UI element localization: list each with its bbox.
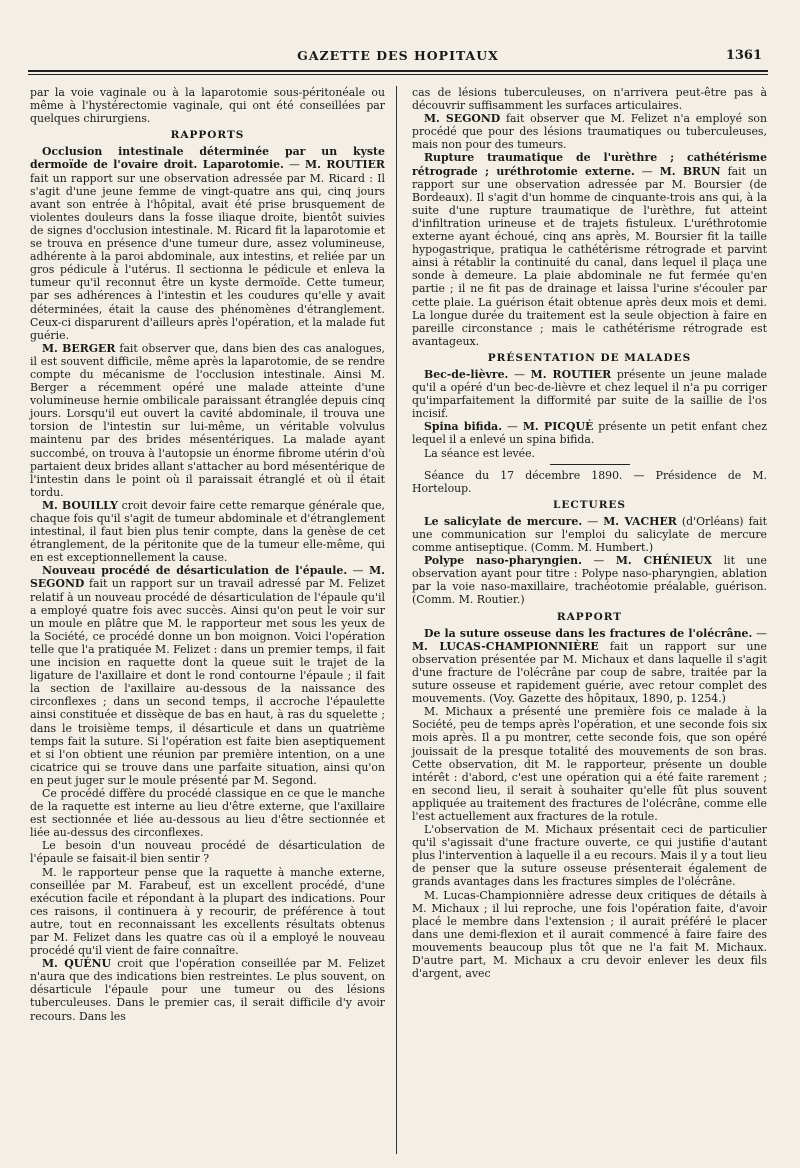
author-name: M. QUÉNU xyxy=(42,957,112,971)
article-title: Polype naso-pharyngien. xyxy=(424,554,582,568)
author-name: M. BRUN xyxy=(659,164,721,178)
paragraph-berger xyxy=(30,342,385,499)
author-name: M. LUCAS-CHAMPIONNIÈRE xyxy=(412,639,599,653)
article-text: fait un rapport sur une observation adressée par M. Boursier (de Bordeaux). Il s'agit d'un homme de cinquante-trois ans qui, à la suite d'une rupture traumatique de l'urèthre, fut atteint d'infiltration urineuse et de trajets fistuleux. L'uréthrotomie externe ayant échoué, cinq ans après, M. Boursier fit la taille hypogastrique, pratiqua le cathétérisme rétrograde et parvint ainsi à rétablir la continuité du canal, dans lequel il plaça une sonde à demeure. La plaie abdominale ne fut fermée qu'en partie ; il ne fit pas de drainage et laissa l'urine s'écouler par cette plaie. La guérison était obtenue après deux mois et demi. La longue durée du traitement est la seule objection à faire en pareille circonstance ; mais le cathétérisme rétrograde est avantageux. xyxy=(412,164,767,348)
author-name: M. SEGOND xyxy=(424,112,501,126)
article-title: Bec-de-lièvre. xyxy=(424,367,509,381)
page-number: 1361 xyxy=(725,48,762,63)
author-name: M. ROUTIER xyxy=(305,158,385,172)
paragraph-segond xyxy=(412,112,767,151)
dash: — xyxy=(582,514,604,528)
paragraph: M. le rapporteur pense que la raquette à manche externe, conseillée par M. Farabeuf, est un excellent procédé, d'une exécution facile et répondant à la plupart des indications. Pour ces raisons, il continuera à y recourir, de préférence à tout autre, tout en reconnaissant les excellents résultats obtenus par M. Felizet dans les quatre cas où il a employé le nouveau procédé qu'il vient de faire connaître. xyxy=(30,865,385,958)
page-header xyxy=(28,46,768,68)
paragraph: par la voie vaginale ou à la laparotomie sous-péritonéale ou même à l'hystérectomie vaginale, qui ont été conseillées par quelques chirurgiens. xyxy=(30,86,385,126)
dash: — xyxy=(347,564,370,578)
article-text: présente un petit enfant chez lequel il a enlevé un spina bifida. xyxy=(412,420,767,447)
paragraph: Le besoin d'un nouveau procédé de désarticulation de l'épaule se faisait-il bien sentir ? xyxy=(30,839,385,866)
article-title: Le salicylate de mercure. xyxy=(424,514,583,528)
article-polype xyxy=(412,554,767,606)
author-name: M. BERGER xyxy=(42,341,116,355)
paragraph-text: croit que l'opération conseillée par M. Felizet n'aura que des indications bien restreintes. Le plus souvent, on désarticule l'épaule pour une tumeur ou des lésions tuberculeuses. Dans le premier cas, il serait difficile d'y avoir recours. Dans les xyxy=(30,957,385,1023)
section-heading-rapports: RAPPORTS xyxy=(170,129,245,142)
author-name: M. ROUTIER xyxy=(530,367,612,381)
article-title: Rupture traumatique de l'urèthre ; cathétérisme rétrograde ; uréthrotomie externe. xyxy=(412,151,767,178)
article-suture-osseuse xyxy=(412,627,767,706)
article-desarticulation xyxy=(30,564,385,787)
author-name: M. CHÉNIEUX xyxy=(615,554,713,568)
section-heading-presentation: PRÉSENTATION DE MALADES xyxy=(487,351,692,364)
article-title: Spina bifida. xyxy=(424,420,503,434)
article-salicylate xyxy=(412,515,767,554)
paragraph-text: fait observer que M. Felizet n'a employé son procédé que pour des lésions traumatiques ou tuberculeuses, mais non pour des tumeurs. xyxy=(412,112,767,152)
session-line: Séance du 17 décembre 1890. — Présidence de M. Horteloup. xyxy=(412,468,767,495)
paragraph: M. Michaux a présenté une première fois ce malade à la Société, peu de temps après l'opération, et une seconde fois six mois après. Il a pu montrer, cette seconde fois, que son opéré jouissait de la presque totalité des mouvements de son bras. Cette observation, dit M. le rapporteur, présente un double intérêt : d'abord, c'est une opération qui a été faite rarement ; en second lieu, il serait à souhaiter qu'elle fût plus souvent appliquée au traitement des fractures de l'olécrâne, comme elle l'est actuellement aux fractures de la rotule. xyxy=(412,705,767,823)
closing-line: La séance est levée. xyxy=(424,446,536,460)
article-title: De la suture osseuse dans les fractures de l'olécrâne. xyxy=(424,626,753,640)
right-column xyxy=(412,86,767,980)
dash: — xyxy=(502,420,523,434)
paragraph: M. Lucas-Championnière adresse deux critiques de détails à M. Michaux ; il lui reproche, une fois l'opération faite, d'avoir placé le membre dans l'extension ; il aurait préféré le placer dans une demi-flexion et il aurait commencé à faire faire des mouvements beaucoup plus tôt que ne l'a fait M. Michaux. D'autre part, M. Michaux a cru devoir enlever les deux fils d'argent, avec xyxy=(412,888,767,981)
article-occlusion xyxy=(30,145,385,341)
running-title: GAZETTE DES HOPITAUX xyxy=(297,48,499,63)
author-name: M. VACHER xyxy=(603,514,677,528)
separator-rule xyxy=(550,464,630,465)
article-text: lit une observation ayant pour titre : Polype naso-pharyngien, ablation par la voie naso-maxillaire, trachéotomie préalable, guérison. (Comm. M. Routier.) xyxy=(412,554,767,607)
article-bec-de-lievre xyxy=(412,368,767,420)
dash: — xyxy=(752,626,768,640)
dash: — xyxy=(634,164,660,178)
header-rule xyxy=(28,70,768,72)
article-text: fait un rapport sur une observation présentée par M. Michaux et dans laquelle il s'agit d'une fracture de l'olécrâne par coup de sabre, traitée par la suture osseuse et rapidement guérie, avec retour complet des mouvements. (Voy. Gazette des hôpitaux, 1890, p. 1254.) xyxy=(412,639,767,706)
author-name: M. SEGOND xyxy=(30,564,385,591)
paragraph: L'observation de M. Michaux présentait ceci de particulier qu'il s'agissait d'une fracture ouverte, ce qui justifie d'autant plus l'intervention à laquelle il a eu recours. Mais il y a tout lieu de penser que la suture osseuse présenterait également de grands avantages dans les fractures simples de l'olécrâne. xyxy=(412,823,767,889)
paragraph-bouilly xyxy=(30,499,385,564)
article-text: fait un rapport sur un travail adressé par M. Felizet relatif à un nouveau procédé de désarticulation de l'épaule qu'il a employé quatre fois avec succès. Ainsi qu'on peut le voir sur un moule en plâtre que M. le rapporteur met sous les yeux de la Société, ce procédé donne un bon moignon. Voici l'opération telle que l'a pratiquée M. Felizet : dans un premier temps, il fait une incision en raquette dont la queue suit le trajet de la ligature de l'axillaire et dont le rond contourne l'épaule ; il fait la section de l'axillaire au-dessous de la naissance des circonflexes ; dans un second temps, il accroche l'épaulette ainsi constituée et dissèque de bas en haut, à ras du squelette ; dans le troisième temps, il désarticule et dans un quatrième temps fait la suture. Si l'opération est faite bien aseptiquement et si l'on obtient une réunion par première intention, on a une cicatrice qui se trouve dans une parfaite situation, ainsi qu'on en peut juger sur le moule présenté par M. Segond. xyxy=(30,577,385,787)
column-divider xyxy=(396,86,397,1154)
dash: — xyxy=(283,158,306,172)
article-rupture xyxy=(412,151,767,347)
article-text: (d'Orléans) fait une communication sur l'emploi du salicylate de mercure comme antiseptique. (Comm. M. Humbert.) xyxy=(412,514,767,555)
paragraph: Ce procédé diffère du procédé classique en ce que le manche de la raquette est interne au lieu d'être externe, que l'axillaire est sectionnée et liée au-dessous au lieu d'être sectionnée et liée au-dessus des circonflexes. xyxy=(30,786,385,840)
paragraph-text: croit devoir faire cette remarque générale que, chaque fois qu'il s'agit de tumeur abdominale et d'étranglement intestinal, il faut bien plus tenir compte, dans la genèse de cet étranglement, de la péritonite que de la tumeur elle-même, qui en est exceptionnellement la cause. xyxy=(30,498,385,565)
header-rule-thin xyxy=(28,74,768,75)
dash: — xyxy=(581,554,616,568)
left-column xyxy=(30,86,385,1023)
author-name: M. PICQUÉ xyxy=(522,420,594,434)
paragraph: cas de lésions tuberculeuses, on n'arrivera peut-être pas à découvrir suffisamment les surfaces articulaires. xyxy=(412,86,767,113)
author-name: M. BOUILLY xyxy=(42,498,118,512)
section-heading-rapport: RAPPORT xyxy=(556,610,623,623)
paragraph-quenu xyxy=(30,957,385,1022)
article-text: fait un rapport sur une observation adressée par M. Ricard : Il s'agit d'une jeune femme de vingt-quatre ans qui, cinq jours avant son entrée à l'hôpital, avait été prise brusquement de violentes douleurs dans la fosse iliaque droite, bientôt suivies de signes d'occlusion intestinale. M. Ricard fit la laparotomie et se trouva en présence d'une tumeur dure, assez volumineuse, adhérente à la paroi abdominale, aux intestins, et reliée par un gros pédicule à l'utérus. Il sectionna le pédicule et enleva la tumeur qu'il reconnut être un kyste dermoïde. Cette tumeur, par ses adhérences à l'intestin et les coudures qu'elle y avait déterminées, était la cause des phénomènes d'étranglement. Ceux-ci disparurent d'ailleurs après l'opération, et la malade fut guérie. xyxy=(30,171,385,342)
section-heading-lectures: LECTURES xyxy=(552,498,627,511)
article-title: Occlusion intestinale déterminée par un kyste dermoïde de l'ovaire droit. Laparotomie. xyxy=(30,145,385,172)
paragraph-text: fait observer que, dans bien des cas analogues, il est souvent difficile, même après la laparotomie, de se rendre compte du mécanisme de l'occlusion intestinale. Ainsi M. Berger a récemment opéré une malade atteinte d'une volumineuse hernie ombilicale paraissant étranglée depuis cinq jours. Lorsqu'il eut ouvert la cavité abdominale, il trouva une torsion de l'intestin sur lui-même, un véritable volvulus maintenu par des brides mésentériques. La malade ayant succombé, on trouva à l'autopsie un énorme fibrome utérin d'où partaient deux brides allant s'attacher au bord mésentérique de l'intestin dans le point où il paraissait étranglé et où il était tordu. xyxy=(30,341,385,499)
dash: — xyxy=(508,367,531,381)
article-text: présente un jeune malade qu'il a opéré d'un bec-de-lièvre et chez lequel il n'a pu corriger qu'imparfaitement la difformité par suite de la saillie de l'os incisif. xyxy=(412,367,767,421)
article-spina-bifida xyxy=(412,420,767,446)
article-title: Nouveau procédé de désarticulation de l'épaule. xyxy=(42,564,348,578)
